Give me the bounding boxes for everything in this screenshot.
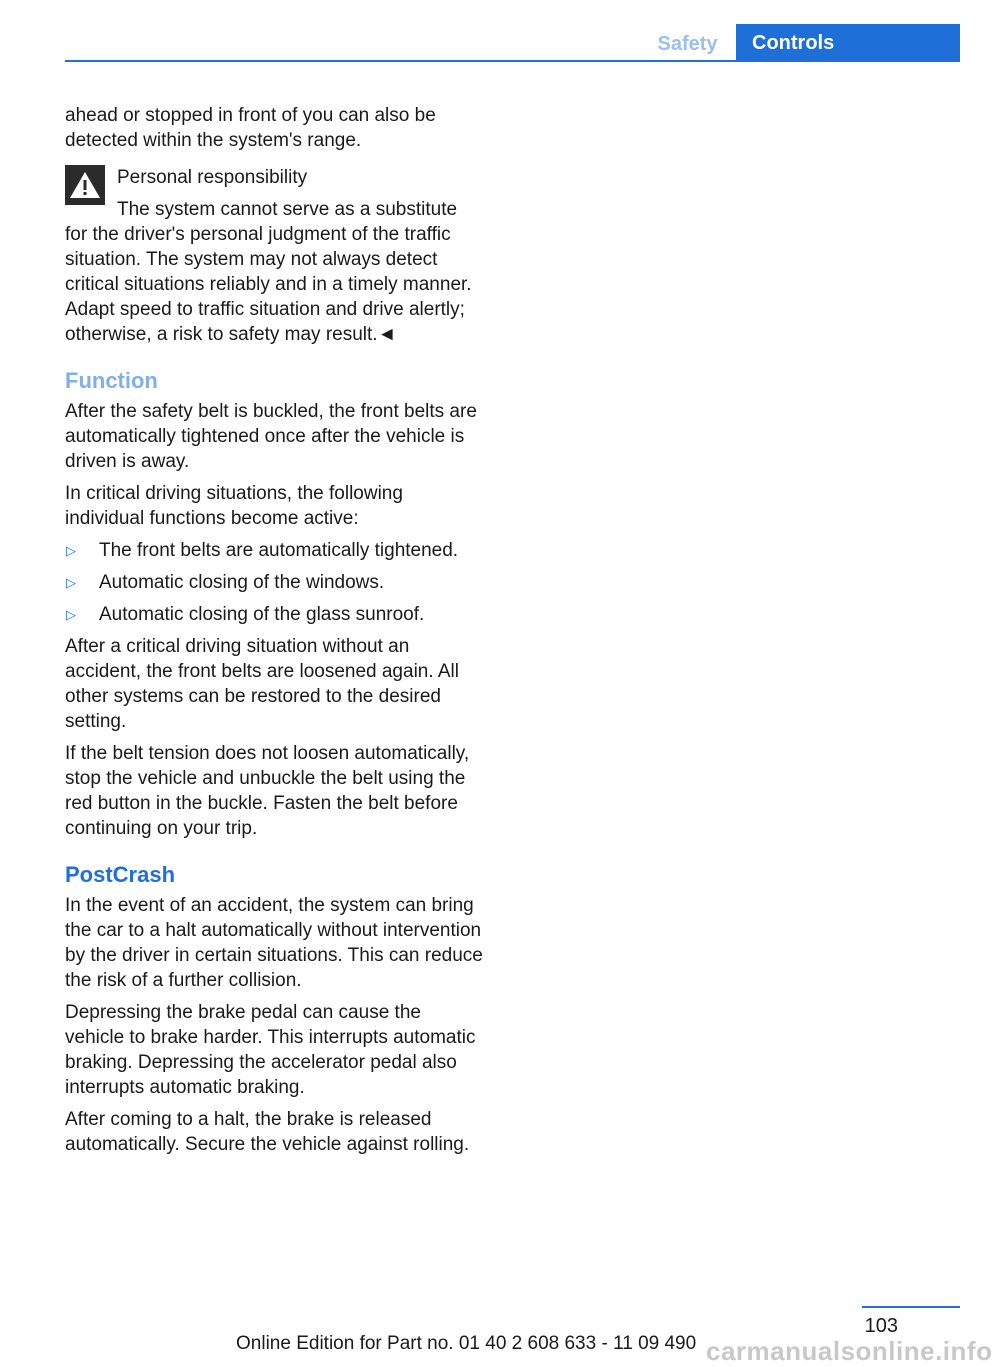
postcrash-heading: PostCrash [65, 862, 176, 887]
intro-paragraph: ahead or stopped in front of you can also be detected within the system's range. [65, 105, 436, 151]
postcrash-paragraph-3: After coming to a halt, the brake is released automatically. Secure the vehicle against rolling. [65, 1109, 470, 1155]
list-item-text: Automatic closing of the windows. [99, 572, 385, 593]
triangle-right-icon: ▷ [66, 575, 76, 590]
warning-body: The system cannot serve as a substitute for the driver's personal judgment of the traffic situation. The system may not always detect critical situations reliably and in a timely manner. Adapt speed to traffic situation and drive alertly; otherwise, a risk to safety may result.◄ [65, 199, 472, 345]
warning-block [65, 165, 483, 347]
function-paragraph-4: If the belt tension does not loosen automatically, stop the vehicle and unbuckle the belt using the red button in the buckle. Fasten the belt before continuing on your trip. [65, 743, 470, 839]
triangle-right-icon: ▷ [66, 607, 76, 622]
triangle-right-icon: ▷ [66, 543, 76, 558]
list-item [65, 570, 483, 595]
list-item-text: The front belts are automatically tightened. [99, 540, 459, 561]
function-heading: Function [65, 368, 158, 393]
header-tab-controls[interactable]: Controls [736, 24, 960, 62]
footer-rule [862, 1306, 960, 1308]
function-bullet-list [65, 538, 483, 627]
function-paragraph-2: In critical driving situations, the following individual functions become active: [65, 483, 403, 529]
header-tab-safety[interactable]: Safety [657, 33, 718, 55]
postcrash-paragraph-2: Depressing the brake pedal can cause the vehicle to brake harder. This interrupts automatic braking. Depressing the accelerator pedal also interrupts automatic braking. [65, 1002, 476, 1098]
watermark: carmanualsonline.info [706, 1336, 992, 1366]
list-item [65, 602, 483, 627]
page-number: 103 [864, 1315, 898, 1337]
list-item [65, 538, 483, 563]
header-rule [65, 60, 960, 62]
function-paragraph-1: After the safety belt is buckled, the front belts are automatically tightened once after the vehicle is driven is away. [65, 401, 477, 472]
function-paragraph-3: After a critical driving situation without an accident, the front belts are loosened again. All other systems can be restored to the desired setting. [65, 636, 459, 732]
postcrash-paragraph-1: In the event of an accident, the system can bring the car to a halt automatically without intervention by the driver in certain situations. This can reduce the risk of a further collision. [65, 895, 483, 991]
list-item-text: Automatic closing of the glass sunroof. [99, 604, 425, 625]
warning-title: Personal responsibility [117, 167, 308, 188]
warning-triangle-icon [65, 165, 105, 205]
edition-note: Online Edition for Part no. 01 40 2 608 633 - 11 09 490 [236, 1333, 697, 1354]
page-content [65, 103, 483, 1164]
